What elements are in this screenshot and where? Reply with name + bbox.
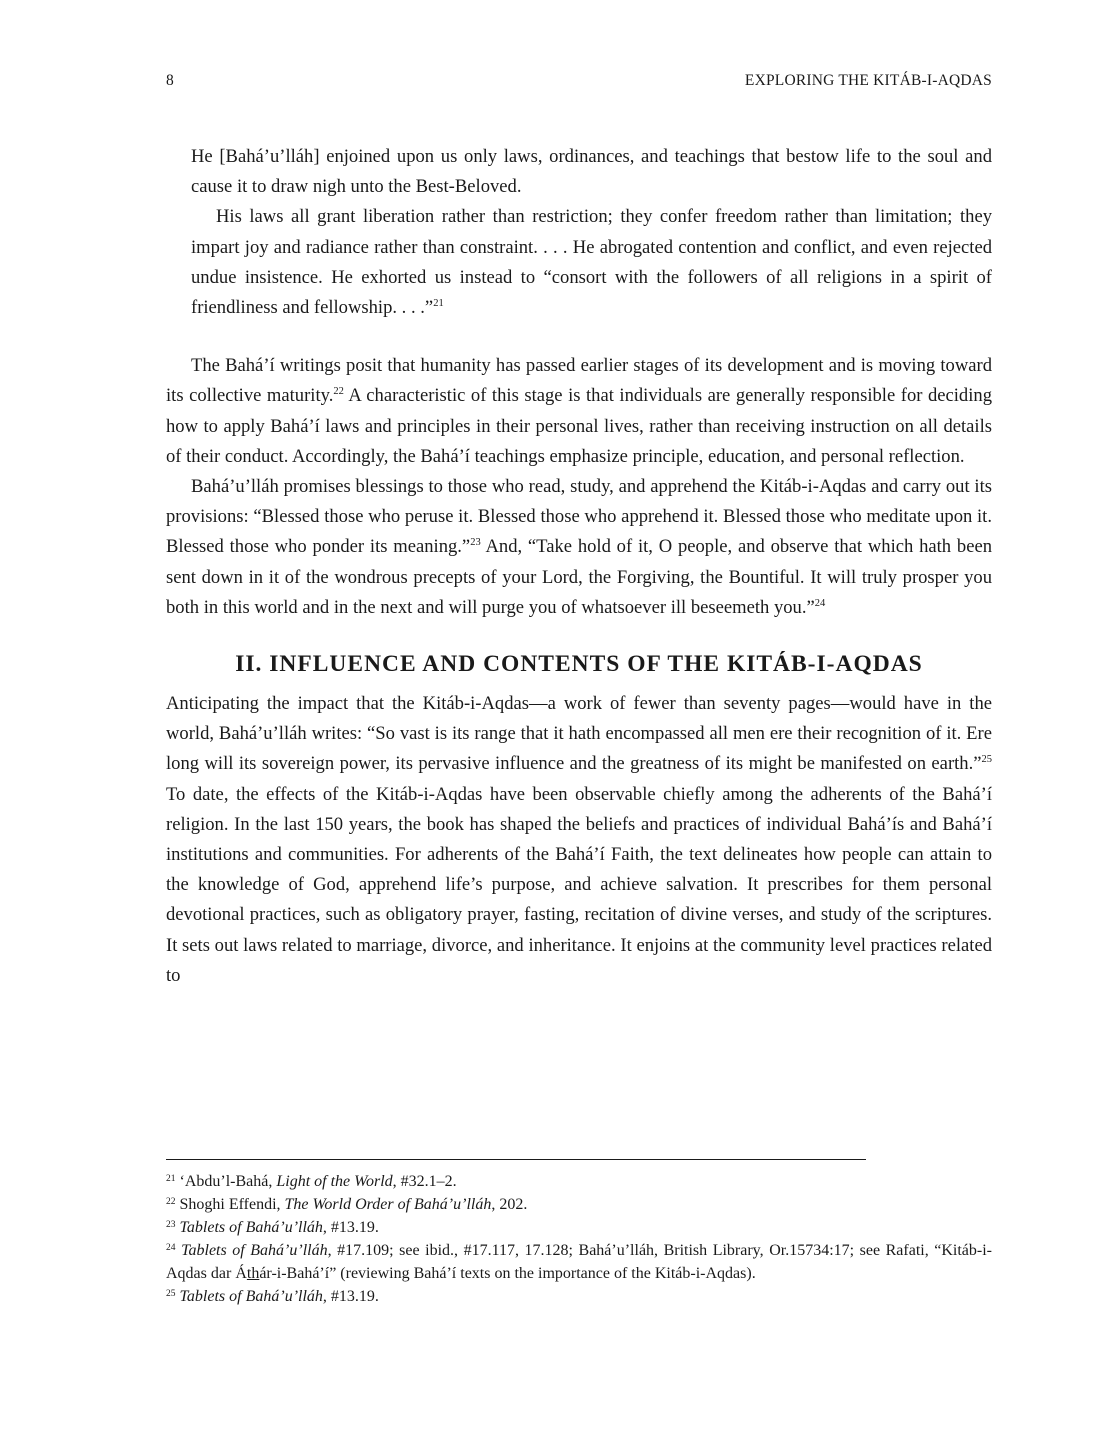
body-paragraph-1 (166, 351, 992, 472)
footnote-text: , #17.109; see ibid., #17.117, 17.128; Bahá’u’lláh, British Library, Or.15734:17; see Rafati, “Kitáb-i-Aqdas dar Á (166, 1242, 993, 1282)
footnote-number: 23 (166, 1220, 176, 1230)
section-text-b: To date, the effects of the Kitáb-i-Aqdas have been observable chiefly among the adherents of the Bahá’í religion. In the last 150 years, the book has shaped the beliefs and practices of individual Bahá’ís and Bahá’í institutions and communities. For adherents of the Bahá’í Faith, the text delineates how people can attain to the knowledge of God, apprehend life’s purpose, and achieve salvation. It prescribes for them personal devotional practices, such as obligatory prayer, fasting, recitation of divine verses, and study of the scriptures. It sets out laws related to marriage, divorce, and inheritance. It enjoins at the community level practices related to (166, 783, 992, 986)
quote-paragraph-2 (191, 202, 992, 323)
body-text-2a: Bahá’u’lláh promises blessings to those who read, study, and apprehend the Kitáb-i-Aqdas and carry out its provisions: “Blessed those who peruse it. Blessed those who apprehend it. Blessed those who meditate upon it. Blessed those who ponder its meaning.” (166, 476, 992, 558)
main-text (166, 142, 992, 991)
block-quote (191, 142, 992, 323)
body-text-1b: A characteristic of this stage is that individuals are generally responsible for deciding how to apply Bahá’í laws and principles in their personal lives, rather than receiving instruction on all details of their conduct. Accordingly, the Bahá’í teachings emphasize principle, education, and personal reflection. (166, 385, 992, 467)
footnote-text: ‘Abdu’l-Bahá, (179, 1173, 277, 1190)
footnote-text: , #32.1–2. (392, 1173, 457, 1190)
footnote-25 (166, 1285, 992, 1308)
footnote-underlined-text: th (246, 1265, 260, 1282)
footnotes (166, 1170, 992, 1308)
footnote-title: Tablets of Bahá’u’lláh (179, 1219, 323, 1236)
footnote-ref-23[interactable]: 23 (470, 537, 481, 549)
footnote-title: The World Order of Bahá’u’lláh (284, 1196, 492, 1213)
footnote-divider (166, 1159, 866, 1160)
body-text-2b: And, “Take hold of it, O people, and observe that which hath been sent down in it of the wondrous precepts of your Lord, the Forgiving, the Bountiful. It will truly prosper you both in this world and in the next and will purge you of whatsoever ill beseemeth you.” (166, 536, 992, 618)
footnote-22 (166, 1193, 992, 1216)
footnote-text: ár-i-Bahá’í” (reviewing Bahá’í texts on the importance of the Kitáb-i-Aqdas). (259, 1265, 756, 1282)
footnote-ref-22[interactable]: 22 (333, 386, 344, 398)
footnote-ref-21[interactable]: 21 (433, 298, 444, 310)
footnote-ref-25[interactable]: 25 (981, 754, 992, 766)
footnote-number: 25 (166, 1289, 176, 1299)
section-text-a: Anticipating the impact that the Kitáb-i-Aqdas—a work of fewer than seventy pages—would have in the world, Bahá’u’lláh writes: “So vast is its range that it hath encompassed all men ere their recognition of it. Ere long will its sovereign power, its pervasive influence and the greatness of its might be manifested on earth.” (166, 693, 992, 775)
footnote-23 (166, 1216, 992, 1239)
footnote-ref-24[interactable]: 24 (814, 597, 826, 609)
footnote-number: 21 (166, 1174, 176, 1184)
quote-text-2: His laws all grant liberation rather than restriction; they confer freedom rather than limitation; they impart joy and radiance rather than constraint. . . . He abrogated contention and conflict, and even rejected undue insistence. He exhorted us instead to “consort with the followers of all religions in a spirit of friendliness and fellowship. . . .” (191, 206, 992, 319)
running-title: EXPLORING THE KITÁB-I-AQDAS (744, 72, 992, 89)
quote-paragraph-1 (191, 142, 992, 202)
footnote-text: , #13.19. (322, 1219, 379, 1236)
quote-text-1: He [Bahá’u’lláh] enjoined upon us only laws, ordinances, and teachings that bestow life to the soul and cause it to draw nigh unto the Best-Beloved. (191, 146, 992, 198)
page-number: 8 (166, 72, 174, 89)
footnote-title: Tablets of Bahá’u’lláh (181, 1242, 328, 1259)
footnote-number: 22 (166, 1197, 176, 1207)
footnote-text: , 202. (491, 1196, 528, 1213)
footnote-title: Light of the World (276, 1173, 393, 1190)
body-paragraph-2 (166, 472, 992, 623)
section-paragraph (166, 689, 992, 991)
section-heading: II. INFLUENCE AND CONTENTS OF THE KITÁB-I-AQDAS (235, 651, 923, 678)
footnote-text: Shoghi Effendi, (179, 1196, 285, 1213)
footnote-title: Tablets of Bahá’u’lláh (179, 1288, 323, 1305)
body-text-1a: The Bahá’í writings posit that humanity has passed earlier stages of its development and is moving toward its collective maturity. (166, 355, 992, 407)
footnote-21 (166, 1170, 992, 1193)
paragraph-gap (166, 323, 992, 351)
page-header (166, 72, 992, 94)
footnote-number: 24 (166, 1243, 176, 1253)
footnote-text: , #13.19. (322, 1288, 379, 1305)
footnote-24 (166, 1239, 992, 1285)
